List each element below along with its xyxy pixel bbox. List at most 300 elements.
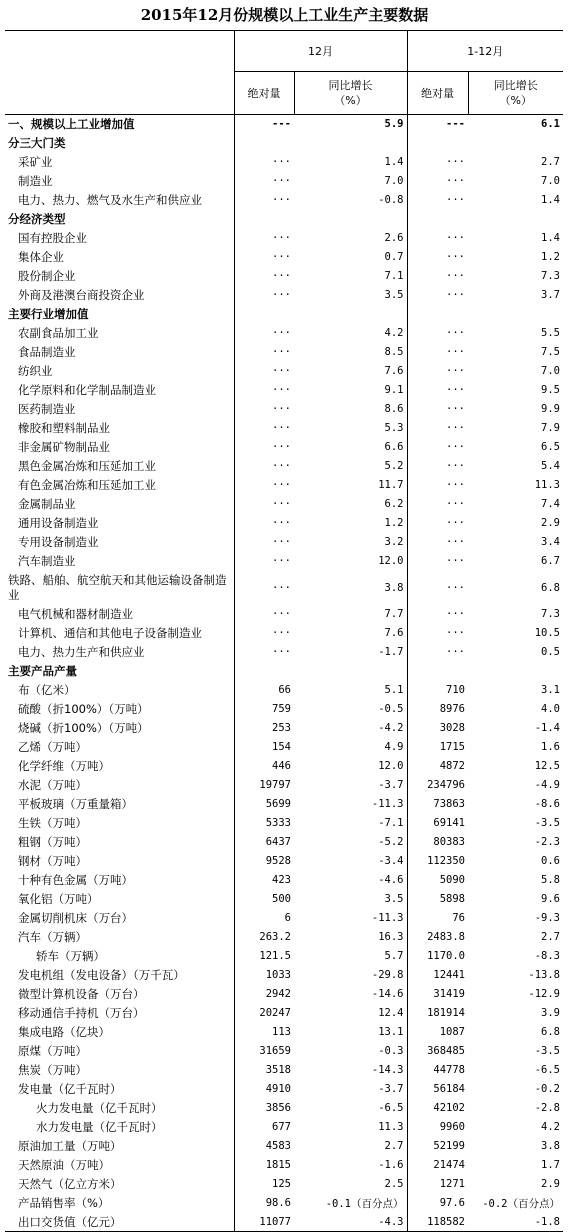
dec-growth: -11.3 xyxy=(371,798,404,810)
table-row xyxy=(5,324,563,343)
table-row xyxy=(5,738,563,757)
dec-absolute: 759 xyxy=(234,700,294,719)
dec-absolute: ··· xyxy=(234,153,294,172)
dec-absolute xyxy=(234,134,294,153)
dec-growth xyxy=(294,305,407,324)
ytd-absolute: ··· xyxy=(407,514,468,533)
ytd-growth: 7.4 xyxy=(541,498,560,510)
dec-growth: 12.0 xyxy=(378,760,404,772)
dec-growth: -14.6 xyxy=(371,988,404,1000)
ytd-absolute: ··· xyxy=(407,362,468,381)
dec-absolute: ··· xyxy=(234,191,294,210)
row-label: 集成电路（亿块） xyxy=(18,1025,110,1039)
dec-growth: -0.1（百分点） xyxy=(325,1197,404,1210)
table-row xyxy=(5,662,563,681)
row-label: 汽车制造业 xyxy=(18,554,76,568)
row-label: 硫酸（折100%）（万吨） xyxy=(18,702,149,716)
dec-absolute: ··· xyxy=(234,457,294,476)
ytd-growth: 2.9 xyxy=(541,517,560,529)
ytd-growth: 6.5 xyxy=(541,441,560,453)
row-label: 一、规模以上工业增加值 xyxy=(8,117,135,132)
row-label: 分经济类型 xyxy=(8,212,66,226)
dec-growth: 13.1 xyxy=(378,1026,404,1038)
table-row xyxy=(5,495,563,514)
dec-growth: -0.3 xyxy=(378,1045,404,1057)
row-label: 原油加工量（万吨） xyxy=(18,1139,122,1153)
dec-growth: 16.3 xyxy=(378,931,404,943)
table-row xyxy=(5,172,563,191)
dec-growth: 12.0 xyxy=(378,555,404,567)
ytd-absolute: ··· xyxy=(407,267,468,286)
dec-absolute: ··· xyxy=(234,533,294,552)
dec-absolute: 4910 xyxy=(234,1080,294,1099)
table-row xyxy=(5,134,563,153)
ytd-growth: -2.8 xyxy=(534,1102,560,1114)
ytd-growth: 9.9 xyxy=(541,403,560,415)
table-row xyxy=(5,643,563,662)
ytd-growth: 2.9 xyxy=(541,1178,560,1190)
table-row xyxy=(5,719,563,738)
ytd-growth: 0.5 xyxy=(541,646,560,658)
row-label: 外商及港澳台商投资企业 xyxy=(18,288,145,302)
table-row xyxy=(5,400,563,419)
ytd-absolute: 44778 xyxy=(407,1061,468,1080)
ytd-absolute: ··· xyxy=(407,476,468,495)
dec-absolute: 263.2 xyxy=(234,928,294,947)
row-label: 微型计算机设备（万台） xyxy=(18,987,145,1001)
ytd-absolute: ··· xyxy=(407,248,468,267)
ytd-absolute: 8976 xyxy=(407,700,468,719)
ytd-growth: 9.6 xyxy=(541,893,560,905)
ytd-absolute: 118582 xyxy=(407,1213,468,1232)
dec-growth: 1.4 xyxy=(384,156,404,168)
ytd-absolute: ··· xyxy=(407,605,468,624)
ytd-absolute xyxy=(407,305,468,324)
table-row xyxy=(5,457,563,476)
row-label: 非金属矿物制品业 xyxy=(18,440,110,454)
row-label: 金属切削机床（万台） xyxy=(18,911,133,925)
ytd-growth: 1.4 xyxy=(541,232,560,244)
row-label: 移动通信手持机（万台） xyxy=(18,1006,145,1020)
table-row xyxy=(5,191,563,210)
ytd-absolute: 1715 xyxy=(407,738,468,757)
ytd-absolute: ··· xyxy=(407,438,468,457)
table-row xyxy=(5,419,563,438)
ytd-absolute: ··· xyxy=(407,495,468,514)
dec-growth: 11.7 xyxy=(378,479,404,491)
dec-absolute: ··· xyxy=(234,172,294,191)
table-row xyxy=(5,1194,563,1213)
dec-growth: 7.1 xyxy=(384,270,404,282)
dec-growth: 0.7 xyxy=(384,251,404,263)
ytd-absolute: 76 xyxy=(407,909,468,928)
row-label: 汽车（万辆） xyxy=(18,930,87,944)
row-label: 国有控股企业 xyxy=(18,231,87,245)
row-label: 水泥（万吨） xyxy=(18,778,87,792)
dec-absolute: 121.5 xyxy=(234,947,294,966)
abs-header-dec: 绝对量 xyxy=(234,72,294,115)
ytd-absolute: 73863 xyxy=(407,795,468,814)
ytd-absolute: ··· xyxy=(407,286,468,305)
ytd-absolute: 5090 xyxy=(407,871,468,890)
growth-label: 同比增长 xyxy=(328,79,373,92)
dec-growth: -3.4 xyxy=(378,855,404,867)
row-label: 专用设备制造业 xyxy=(18,535,99,549)
row-label: 金属制品业 xyxy=(18,497,76,511)
table-row xyxy=(5,833,563,852)
table-row xyxy=(5,362,563,381)
table-row xyxy=(5,1023,563,1042)
dec-growth: 5.2 xyxy=(384,460,404,472)
dec-growth: 5.9 xyxy=(384,118,404,131)
dec-absolute: ··· xyxy=(234,571,294,605)
row-label: 制造业 xyxy=(18,174,53,188)
ytd-absolute: 710 xyxy=(407,681,468,700)
ytd-growth xyxy=(468,662,563,681)
ytd-absolute: ··· xyxy=(407,624,468,643)
dec-growth: 8.5 xyxy=(384,346,404,358)
table-row xyxy=(5,305,563,324)
dec-growth xyxy=(294,134,407,153)
dec-absolute: 9528 xyxy=(234,852,294,871)
dec-growth: -1.7 xyxy=(378,646,404,658)
row-label: 农副食品加工业 xyxy=(18,326,99,340)
dec-absolute: ··· xyxy=(234,552,294,571)
ytd-absolute: 21474 xyxy=(407,1156,468,1175)
ytd-growth: 3.1 xyxy=(541,684,560,696)
ytd-growth: 4.2 xyxy=(541,1121,560,1133)
table-row xyxy=(5,115,563,134)
row-label: 平板玻璃（万重量箱） xyxy=(18,797,133,811)
ytd-absolute: 31419 xyxy=(407,985,468,1004)
dec-absolute: 446 xyxy=(234,757,294,776)
ytd-absolute: 112350 xyxy=(407,852,468,871)
ytd-absolute: 4872 xyxy=(407,757,468,776)
dec-growth: 7.6 xyxy=(384,627,404,639)
row-label: 黑色金属冶炼和压延加工业 xyxy=(18,459,156,473)
table-row xyxy=(5,757,563,776)
table-row xyxy=(5,909,563,928)
dec-growth: 6.2 xyxy=(384,498,404,510)
ytd-growth: 6.8 xyxy=(541,1026,560,1038)
ytd-absolute: --- xyxy=(407,115,468,134)
ytd-growth: -8.6 xyxy=(534,798,560,810)
ytd-absolute: ··· xyxy=(407,552,468,571)
dec-absolute: ··· xyxy=(234,267,294,286)
dec-growth: 3.5 xyxy=(384,289,404,301)
row-label: 集体企业 xyxy=(18,250,64,264)
row-label: 天然原油（万吨） xyxy=(18,1158,110,1172)
dec-absolute: 3856 xyxy=(234,1099,294,1118)
row-label: 电力、热力生产和供应业 xyxy=(18,645,145,659)
ytd-growth: 6.1 xyxy=(541,118,560,131)
row-label: 橡胶和塑料制品业 xyxy=(18,421,110,435)
dec-absolute: ··· xyxy=(234,381,294,400)
ytd-growth: -3.5 xyxy=(534,817,560,829)
growth-unit: （%） xyxy=(499,94,532,107)
ytd-growth: 6.8 xyxy=(541,581,560,594)
table-row xyxy=(5,381,563,400)
table-row xyxy=(5,890,563,909)
row-label: 计算机、通信和其他电子设备制造业 xyxy=(18,626,202,640)
dec-absolute: ··· xyxy=(234,605,294,624)
table-row xyxy=(5,776,563,795)
row-label: 采矿业 xyxy=(18,155,53,169)
table-row xyxy=(5,795,563,814)
table-row xyxy=(5,571,563,605)
row-label: 烧碱（折100%）（万吨） xyxy=(18,721,149,735)
ytd-absolute: 80383 xyxy=(407,833,468,852)
growth-header-ytd xyxy=(468,72,563,115)
dec-absolute: ··· xyxy=(234,286,294,305)
dec-absolute: 6437 xyxy=(234,833,294,852)
dec-absolute: ··· xyxy=(234,343,294,362)
dec-absolute: ··· xyxy=(234,438,294,457)
row-label: 氧化铝（万吨） xyxy=(18,892,99,906)
row-label: 股份制企业 xyxy=(18,269,76,283)
dec-growth: -4.6 xyxy=(378,874,404,886)
row-label: 有色金属冶炼和压延加工业 xyxy=(18,478,156,492)
dec-absolute: 1033 xyxy=(234,966,294,985)
dec-growth: 3.2 xyxy=(384,536,404,548)
table-row xyxy=(5,1137,563,1156)
ytd-absolute: ··· xyxy=(407,172,468,191)
dec-growth: 7.7 xyxy=(384,608,404,620)
ytd-growth: 1.2 xyxy=(541,251,560,263)
dec-growth: 2.7 xyxy=(384,1140,404,1152)
ytd-absolute: 69141 xyxy=(407,814,468,833)
table-row xyxy=(5,700,563,719)
row-label: 化学纤维（万吨） xyxy=(18,759,110,773)
table-row xyxy=(5,476,563,495)
table-row xyxy=(5,1080,563,1099)
row-label: 轿车（万辆） xyxy=(36,949,105,963)
row-label: 火力发电量（亿千瓦时） xyxy=(36,1101,163,1115)
ytd-growth: 3.7 xyxy=(541,289,560,301)
ytd-growth: 1.4 xyxy=(541,194,560,206)
row-label: 乙烯（万吨） xyxy=(18,740,87,754)
row-label: 纺织业 xyxy=(18,364,53,378)
dec-absolute: 253 xyxy=(234,719,294,738)
ytd-absolute: ··· xyxy=(407,324,468,343)
ytd-absolute: 1271 xyxy=(407,1175,468,1194)
ytd-growth xyxy=(468,134,563,153)
row-label: 食品制造业 xyxy=(18,345,76,359)
dec-absolute: 5333 xyxy=(234,814,294,833)
row-label: 主要产品产量 xyxy=(8,664,77,678)
ytd-growth: 7.5 xyxy=(541,346,560,358)
ytd-absolute: 234796 xyxy=(407,776,468,795)
dec-absolute: 423 xyxy=(234,871,294,890)
ytd-growth: 5.5 xyxy=(541,327,560,339)
dec-absolute: 5699 xyxy=(234,795,294,814)
ytd-growth: 7.0 xyxy=(541,365,560,377)
growth-label: 同比增长 xyxy=(493,79,538,92)
ytd-growth: -13.8 xyxy=(528,969,560,981)
ytd-growth: 12.5 xyxy=(534,760,560,772)
ytd-absolute: 42102 xyxy=(407,1099,468,1118)
table-row xyxy=(5,985,563,1004)
dec-absolute: 1815 xyxy=(234,1156,294,1175)
table-row xyxy=(5,1213,563,1232)
dec-growth: -0.5 xyxy=(378,703,404,715)
dec-absolute: ··· xyxy=(234,624,294,643)
table-row xyxy=(5,928,563,947)
dec-growth: 5.3 xyxy=(384,422,404,434)
row-label: 分三大门类 xyxy=(8,136,66,150)
ytd-absolute: ··· xyxy=(407,343,468,362)
ytd-absolute: ··· xyxy=(407,571,468,605)
ytd-absolute: ··· xyxy=(407,381,468,400)
table-row xyxy=(5,605,563,624)
ytd-growth: -4.9 xyxy=(534,779,560,791)
row-label: 出口交货值（亿元） xyxy=(5,1213,234,1232)
table-row xyxy=(5,514,563,533)
growth-header-dec xyxy=(294,72,407,115)
ytd-absolute: ··· xyxy=(407,191,468,210)
dec-growth: 12.4 xyxy=(378,1007,404,1019)
ytd-growth: -12.9 xyxy=(528,988,560,1000)
dec-absolute: ··· xyxy=(234,400,294,419)
row-label: 钢材（万吨） xyxy=(18,854,87,868)
table-row xyxy=(5,947,563,966)
ytd-absolute: 368485 xyxy=(407,1042,468,1061)
dec-absolute: ··· xyxy=(234,514,294,533)
ytd-absolute: 56184 xyxy=(407,1080,468,1099)
ytd-growth: 2.7 xyxy=(541,156,560,168)
ytd-absolute: ··· xyxy=(407,153,468,172)
table-row xyxy=(5,681,563,700)
ytd-growth: 7.9 xyxy=(541,422,560,434)
row-label: 医药制造业 xyxy=(18,402,76,416)
ytd-growth: 4.0 xyxy=(541,703,560,715)
dec-absolute: 3518 xyxy=(234,1061,294,1080)
ytd-growth: 7.3 xyxy=(541,270,560,282)
row-label: 生铁（万吨） xyxy=(18,816,87,830)
ytd-growth: 1.6 xyxy=(541,741,560,753)
ytd-growth: 11.3 xyxy=(534,479,560,491)
dec-growth: -7.1 xyxy=(378,817,404,829)
ytd-growth: 1.7 xyxy=(541,1159,560,1171)
ytd-absolute: 1087 xyxy=(407,1023,468,1042)
ytd-growth: -6.5 xyxy=(534,1064,560,1076)
dec-absolute: 6 xyxy=(234,909,294,928)
abs-header-ytd: 绝对量 xyxy=(407,72,468,115)
dec-absolute: 500 xyxy=(234,890,294,909)
dec-growth: 3.8 xyxy=(384,581,404,594)
page-title: 2015年12月份规模以上工业生产主要数据 xyxy=(140,6,429,24)
table-row xyxy=(5,533,563,552)
ytd-growth: -8.3 xyxy=(534,950,560,962)
ytd-growth: -2.3 xyxy=(534,836,560,848)
table-row xyxy=(5,871,563,890)
dec-growth: -4.3 xyxy=(294,1213,407,1232)
ytd-absolute: 97.6 xyxy=(407,1194,468,1213)
dec-absolute: ··· xyxy=(234,248,294,267)
dec-growth: -3.7 xyxy=(378,1083,404,1095)
dec-absolute: 154 xyxy=(234,738,294,757)
dec-absolute: 66 xyxy=(234,681,294,700)
ytd-growth xyxy=(468,305,563,324)
table-row xyxy=(5,343,563,362)
row-label: 通用设备制造业 xyxy=(18,516,99,530)
ytd-absolute: 181914 xyxy=(407,1004,468,1023)
ytd-growth: 3.8 xyxy=(541,1140,560,1152)
dec-absolute: 98.6 xyxy=(234,1194,294,1213)
table-row xyxy=(5,552,563,571)
dec-absolute xyxy=(234,662,294,681)
ytd-growth: -0.2 xyxy=(534,1083,560,1095)
ytd-absolute: ··· xyxy=(407,400,468,419)
ytd-growth: -1.4 xyxy=(534,722,560,734)
ytd-absolute: 2483.8 xyxy=(407,928,468,947)
dec-absolute: ··· xyxy=(234,362,294,381)
ytd-growth: 3.4 xyxy=(541,536,560,548)
dec-growth: 5.7 xyxy=(384,950,404,962)
dec-growth: -4.2 xyxy=(378,722,404,734)
dec-absolute: 677 xyxy=(234,1118,294,1137)
table-row xyxy=(5,210,563,229)
ytd-absolute: ··· xyxy=(407,457,468,476)
ytd-growth: 6.7 xyxy=(541,555,560,567)
ytd-growth: -0.2（百分点） xyxy=(482,1197,560,1210)
table-row xyxy=(5,1042,563,1061)
dec-absolute: 11077 xyxy=(234,1213,294,1232)
table-row xyxy=(5,1118,563,1137)
table-row xyxy=(5,1156,563,1175)
ytd-growth: 0.6 xyxy=(541,855,560,867)
dec-absolute: 4583 xyxy=(234,1137,294,1156)
ytd-growth: 9.5 xyxy=(541,384,560,396)
row-label: 铁路、船舶、航空航天和其他运输设备制造业 xyxy=(8,572,227,602)
table-row xyxy=(5,1061,563,1080)
ytd-absolute: 52199 xyxy=(407,1137,468,1156)
dec-absolute: 113 xyxy=(234,1023,294,1042)
row-label: 化学原料和化学制品制造业 xyxy=(18,383,156,397)
ytd-growth: 5.4 xyxy=(541,460,560,472)
dec-growth: 4.9 xyxy=(384,741,404,753)
dec-absolute: --- xyxy=(234,115,294,134)
period-ytd-header: 1-12月 xyxy=(407,31,563,72)
table-row xyxy=(5,814,563,833)
dec-absolute: ··· xyxy=(234,229,294,248)
ytd-growth: 2.7 xyxy=(541,931,560,943)
ytd-growth: 7.0 xyxy=(541,175,560,187)
dec-growth xyxy=(294,662,407,681)
ytd-growth: -1.8 xyxy=(468,1213,563,1232)
data-table xyxy=(5,30,563,1232)
row-label: 十种有色金属（万吨） xyxy=(18,873,133,887)
dec-absolute: ··· xyxy=(234,495,294,514)
dec-growth: -5.2 xyxy=(378,836,404,848)
row-label: 主要行业增加值 xyxy=(8,307,89,321)
ytd-absolute: 5898 xyxy=(407,890,468,909)
table-row xyxy=(5,286,563,305)
table-row xyxy=(5,438,563,457)
dec-growth: -14.3 xyxy=(371,1064,404,1076)
dec-growth: 8.6 xyxy=(384,403,404,415)
dec-growth: -6.5 xyxy=(378,1102,404,1114)
ytd-growth: -3.5 xyxy=(534,1045,560,1057)
dec-growth xyxy=(294,210,407,229)
ytd-absolute: ··· xyxy=(407,419,468,438)
dec-absolute: 31659 xyxy=(234,1042,294,1061)
ytd-growth: 7.3 xyxy=(541,608,560,620)
period-dec-header: 12月 xyxy=(234,31,407,72)
dec-growth: 5.1 xyxy=(384,684,404,696)
dec-absolute: ··· xyxy=(234,476,294,495)
growth-unit: （%） xyxy=(334,94,367,107)
